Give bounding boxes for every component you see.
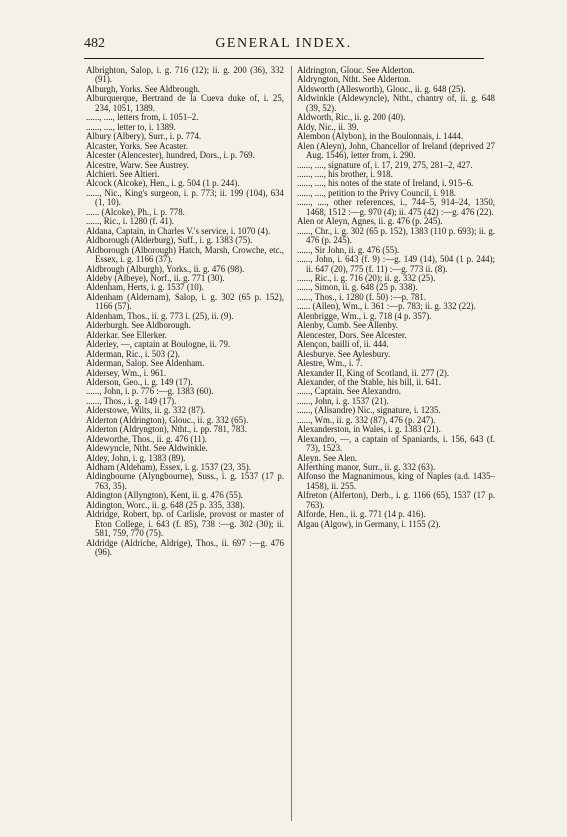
index-entry: ......, John, i. g. 1537 (21). [297,395,389,406]
index-entry: Aldenham, Thos., ii. g. 773 i. (25), ii. (9). [86,310,234,321]
index-entry: ......, Ric., i. 1280 (f. 41). [86,216,175,227]
index-entry: ......, ...., his brother, i. 918. [297,168,393,179]
index-entry: ......, John, i. p. 776 :—g. 1383 (60). [86,386,214,397]
index-entry: Aldwinkle (Aldewyncle), Ntht., chantry of, ii. g. 648 (39, 52). [297,93,495,113]
column-divider [291,66,292,821]
index-column-left [86,66,284,558]
index-entry: Alcock (Alcoke), Hen., i. g. 504 (1 p. 244). [86,178,240,189]
index-entry: Aldewyncle, Ntht. See Aldwinkle. [86,443,208,454]
index-entry: Alexandro, —, a captain of Spaniards, i. 156, 643 (f. 73), 1523. [297,433,495,454]
page-header [0,36,567,58]
index-entry: ......, ...., petition to the Privy Council, i. 918. [297,187,457,198]
index-entry: Aldeworthe, Thos., ii. g. 476 (11). [86,433,208,444]
index-entry: Albury (Albery), Surr., i. p. 774. [86,131,202,142]
index-entry: ......, ...., letter to, i. 1389. [86,121,176,132]
page-title: GENERAL INDEX. [215,36,352,51]
index-entry: Aleyn. See Alen. [297,452,358,463]
index-entry: Aldworth, Ric., ii. g. 200 (40). [297,112,406,123]
index-entry: ......, ...., letters from, i. 1051–2. [86,112,199,123]
index-entry: Aldsworth (Allesworth), Glouc., ii. g. 648 (25). [297,83,466,94]
index-entry: Alexander, of the Stable, his bill, ii. 641. [297,376,442,387]
index-entry: Alderley, —, captain at Boulogne, ii. 79. [86,339,231,350]
index-entry: Aldersey, Wm., i. 961. [86,367,167,378]
index-entry: Aldborough (Alderburg), Suff., i. g. 1383 (75). [86,235,253,246]
index-entry: Algau (Algow), in Germany, i. 1155 (2). [297,518,441,529]
index-entry: Alchieri. See Altieri. [86,168,160,179]
index-entry: Alcester (Alencester), hundred, Dors., i. p. 769. [86,150,255,161]
index-entry: Alestre, Wm., i. 7. [297,358,363,369]
index-entry: Aldy, Nic., ii. 39. [297,121,359,132]
index-entry: ......, Sir John, ii. g. 476 (55). [297,244,400,255]
index-entry: ......, Simon, ii. g. 648 (25 p. 338). [297,282,418,293]
index-entry: Aldey, John, i. g. 1383 (89). [86,452,186,463]
index-entry: Aldeby (Albeye), Norf., ii. g. 771 (30). [86,272,225,283]
index-entry: Alenbrigge, Wm., i. g. 718 (4 p. 357). [297,310,432,321]
index-entry: Aldana, Captain, in Charles V.'s service, i. 1070 (4). [86,225,271,236]
index-entry: ......, Chr., i. g. 302 (65 p. 152), 1383 (110 p. 693); ii. g. 476 (p. 245). [297,225,495,246]
index-entry: ......, John, i. 643 (f. 9) :—g. 149 (14), 504 (1 p. 244); ii. 647 (20), 775 (f. 11) :—g. 773 ii. (8). [297,254,495,274]
header-rule [84,58,484,59]
index-entry: ...... (Alcoke), Ph., i. p. 778. [86,206,185,217]
index-entry: ......, ...., other references, i., 744–5, 914–24, 1350, 1468, 1512 :—g. 970 (4); ii. 475 (42) :—g. 476 (22). [297,197,495,217]
index-entry: Alburgh, Yorks. See Aldbrough. [86,83,200,94]
index-entry: Aldenham (Aldernam), Salop, i. g. 302 (65 p. 152), 1166 (57). [86,291,284,312]
index-entry: Alderson, Geo., i. g. 149 (17). [86,376,193,387]
index-entry: Alderburgh. See Aldborough. [86,320,191,331]
index-entry: Alderman, Ric., i. 503 (2). [86,348,180,359]
index-entry: Alforde, Hen., ii. g. 771 (14 p. 416). [297,509,426,520]
index-entry: ......, Captain. See Alexandro. [297,386,402,397]
index-entry: Alembon (Alybon), in the Boulonnais, i. 1444. [297,131,464,142]
index-entry: Alferthing manor, Surr., ii. g. 332 (63). [297,462,436,473]
index-entry: Alderman, Salop. See Aldenham. [86,358,205,369]
index-entry: Alençon, bailli of, ii. 444. [297,339,389,350]
index-entry: ......, Ric., i. g. 716 (20); ii. g. 332 (25). [297,272,436,283]
index-entry: Aldbrough (Alburgh), Yorks., ii. g. 476 (98). [86,263,245,274]
index-entry: ......, Thos., i. g. 149 (17). [86,395,177,406]
index-entry: Alcaster, Yorks. See Acaster. [86,140,188,151]
index-entry: ......, Thos., i. 1280 (f. 50) :—p. 781. [297,291,427,302]
index-entry: Albrighton, Salop, i. g. 716 (12); ii. g. 200 (36), 332 (91). [86,65,284,85]
index-entry: Aldrington, Glouc. See Alderton. [297,65,415,75]
index-entry: ......, Nic., King's surgeon, i. p. 773; ii. 199 (104), 634 (1, 10). [86,187,284,208]
index-entry: Alfonso the Magnanimous, king of Naples (a.d. 1435–1458), ii. 255. [297,471,495,491]
index-entry: Aldryngton, Ntht. See Alderton. [297,74,411,85]
index-entry: Alen (Aleyn), John, Chancellor of Ireland (deprived 27 Aug. 1546), letter from, i. 290. [297,140,495,161]
index-entry: ......, (Alisandre) Nic., signature, i. 1235. [297,405,441,416]
index-entry: Alderkar. See Ellerker. [86,329,167,340]
index-entry: Aldington (Allyngton), Kent, ii. g. 476 (55). [86,490,244,501]
index-entry: Aldenham, Herts, i. g. 1537 (10). [86,282,204,293]
index-column-right [297,66,495,529]
index-entry: Alcestre, Warw. See Austrey. [86,159,189,170]
index-entry: Alderstowe, Wilts, ii. g. 332 (87). [86,405,206,416]
index-entry: ...... (Allen), Wm., i. 361 :—p. 783; ii. g. 332 (22). [297,301,476,312]
index-entry: ......, Wm., ii. g. 332 (87), 476 (p. 247). [297,414,436,425]
index-entry: Alexanderston, in Wales, i. g. 1383 (21). [297,424,441,435]
index-entry: Aldridge (Aldriche, Aldrige), Thos., ii. 697 :—g. 476 (96). [86,537,284,558]
index-entry: Alexander II, King of Scotland, ii. 277 (2). [297,367,450,378]
index-entry: ......, ...., signature of, i. 17, 219, 275, 281–2, 427. [297,159,473,170]
index-entry: Alderton (Aldryngton), Ntht., i. pp. 781, 783. [86,424,247,435]
index-entry: Alen or Aleyn, Agnes, ii. g. 476 (p. 245). [297,216,443,227]
index-entry: Alburquerque, Bertrand de la Cueva duke of, i. 25, 234, 1051, 1389. [86,93,284,113]
page-number: 482 [84,36,105,51]
index-entry: Alencester, Dors. See Alcester. [297,329,407,340]
index-entry: Alesburye. See Aylesbury. [297,348,391,359]
index-entry: Alderton (Aldrington), Glouc., ii. g. 332 (65). [86,414,249,425]
index-entry: ......, ...., his notes of the state of Ireland, i. 915–6. [297,178,474,189]
index-entry: Alfreton (Alferton), Derb., i. g. 1166 (65), 1537 (17 p. 763). [297,490,495,510]
index-entry: Aldridge, Robert, bp. of Carlisle, provost or master of Eton College, i. 643 (f. 85), 738 :—g. 302 (30); ii. 581, 759, 770 (75). [86,509,284,539]
index-entry: Aldborough (Alborough) Hatch, Marsh, Crowche, etc., Essex, i. g. 1166 (37). [86,244,284,265]
index-entry: Aldington, Worc., ii. g. 648 (25 p. 335, 338). [86,499,245,510]
index-entry: Alenby, Cumb. See Allenby. [297,320,398,331]
index-entry: Aldham (Aldeham), Essex, i. g. 1537 (23, 35). [86,462,251,473]
index-entry: Aldingbourne (Alyngbourne), Suss., i. g. 1537 (17 p. 763, 35). [86,471,284,491]
